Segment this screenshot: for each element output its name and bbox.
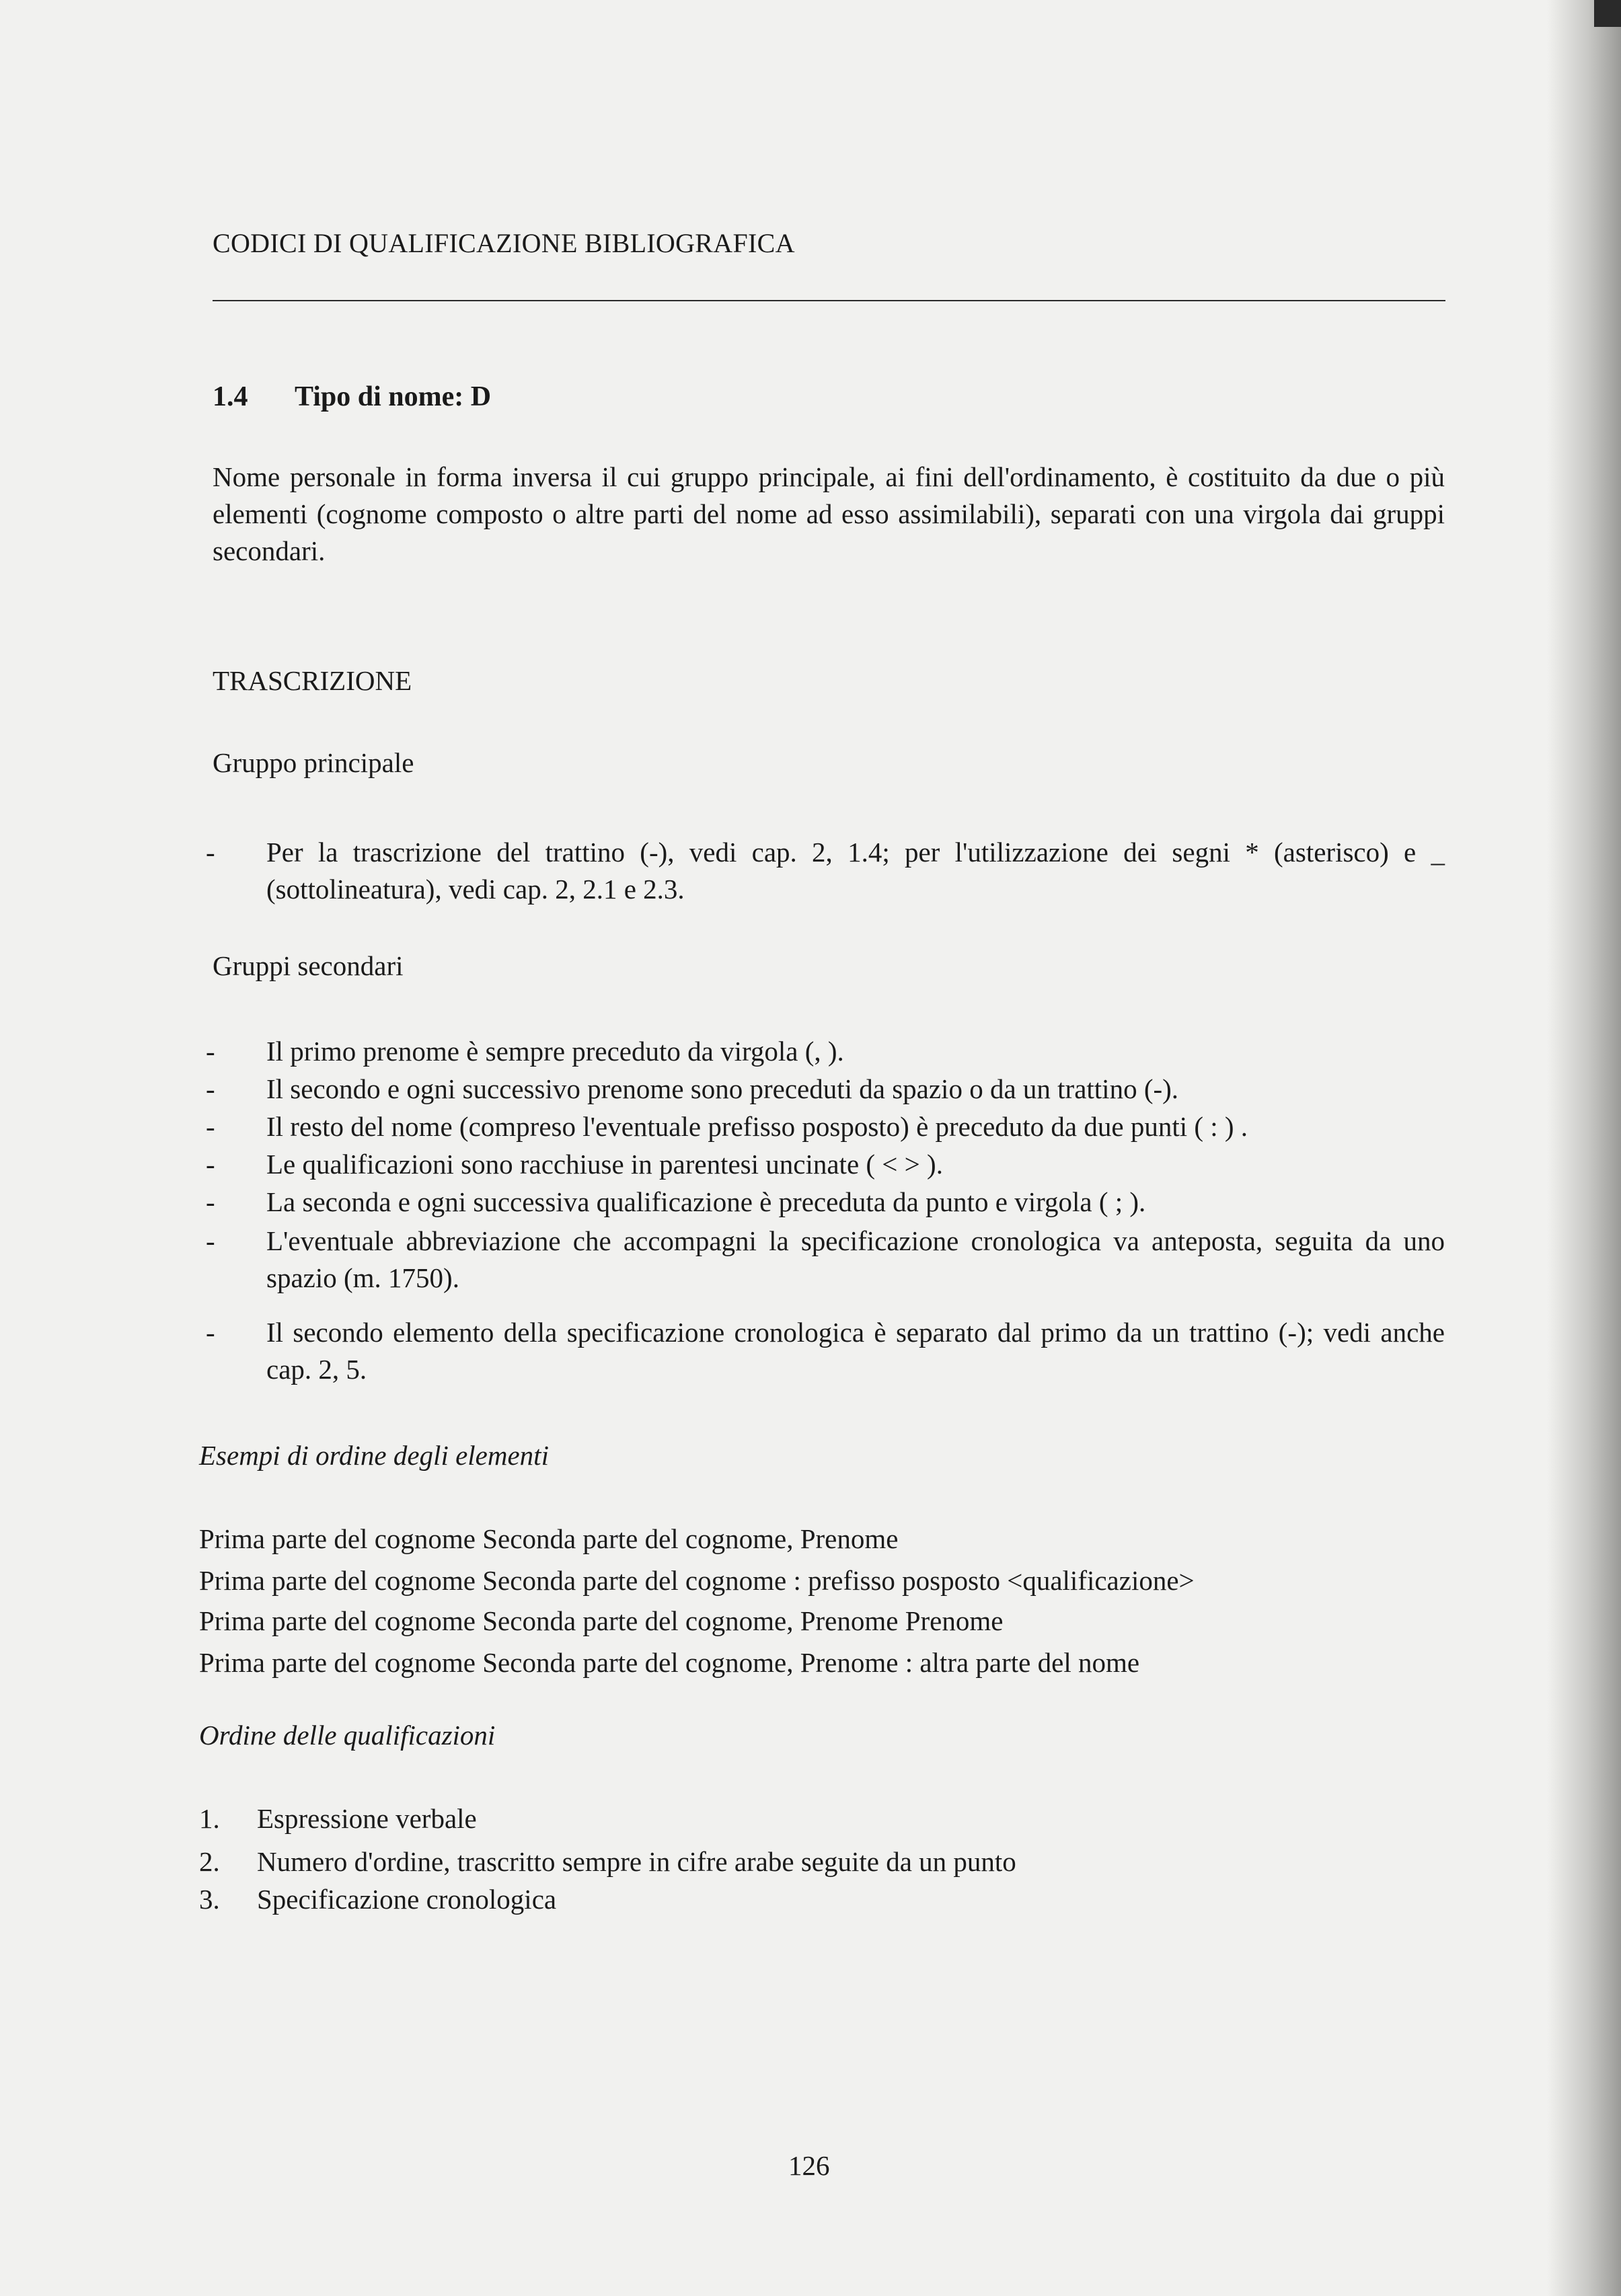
item-text: Specificazione cronologica	[257, 1884, 557, 1915]
dash-marker: -	[206, 837, 215, 868]
intro-paragraph: Nome personale in forma inversa il cui gruppo principale, ai fini dell'ordinamento, è costituito da due o più elementi (cognome composto o altre parti del nome ad esso assimilabili), separati con una virgola dai gruppi secondari.	[213, 461, 1445, 566]
list-item-text: Per la trascrizione del trattino (-), vedi cap. 2, 1.4; per l'utilizzazione dei segni * (asterisco) e _ (sottolineatura), vedi cap. 2, 2.1 e 2.3.	[266, 837, 1445, 905]
scan-corner	[1594, 0, 1621, 27]
example-line: Prima parte del cognome Seconda parte del cognome, Prenome	[199, 1523, 899, 1554]
ordered-item	[199, 1845, 1016, 1878]
example-line: Prima parte del cognome Seconda parte del cognome, Prenome : altra parte del nome	[199, 1647, 1140, 1678]
running-header: CODICI DI QUALIFICAZIONE BIBLIOGRAFICA	[213, 228, 795, 258]
section-title	[213, 381, 491, 413]
item-number: 2.	[199, 1846, 220, 1877]
section-title-text: Tipo di nome: D	[295, 381, 492, 412]
ordered-item	[199, 1802, 477, 1835]
section-number: 1.4	[213, 381, 248, 412]
item-text: Numero d'ordine, trascritto sempre in cifre arabe seguite da un punto	[257, 1846, 1016, 1877]
example-line: Prima parte del cognome Seconda parte del cognome : prefisso posposto <qualificazione>	[199, 1565, 1195, 1596]
item-text: Espressione verbale	[257, 1803, 477, 1834]
ordered-item	[199, 1883, 556, 1915]
item-number: 3.	[199, 1884, 220, 1915]
item-number: 1.	[199, 1803, 220, 1834]
esempi-heading: Esempi di ordine degli elementi	[199, 1440, 549, 1471]
ordine-heading: Ordine delle qualificazioni	[199, 1720, 496, 1751]
gruppo-principale-heading: Gruppo principale	[213, 747, 414, 778]
gruppi-secondari-heading: Gruppi secondari	[213, 950, 404, 981]
header-rule	[213, 300, 1445, 301]
example-line: Prima parte del cognome Seconda parte del cognome, Prenome Prenome	[199, 1605, 1004, 1636]
page-number: 126	[788, 2150, 830, 2181]
page-edge-shadow	[1547, 0, 1621, 2296]
trascrizione-heading: TRASCRIZIONE	[213, 665, 412, 696]
